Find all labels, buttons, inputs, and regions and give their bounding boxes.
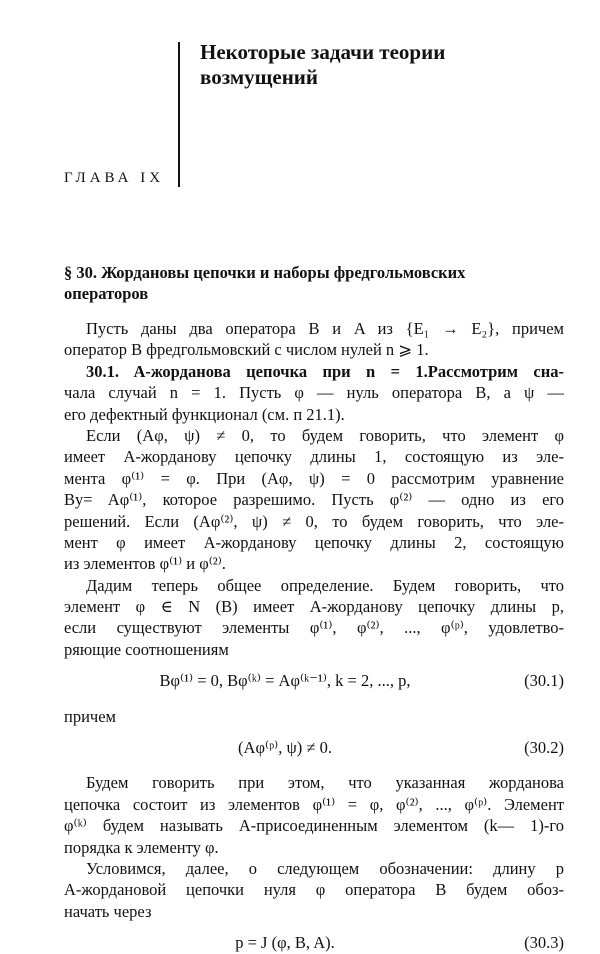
body-text	[64, 318, 564, 954]
paragraph-7	[64, 858, 564, 922]
equation-formula: Bφ⁽¹⁾ = 0, Bφ⁽ᵏ⁾ = Aφ⁽ᵏ⁻¹⁾, k = 2, ..., p,	[159, 671, 411, 691]
text-line: его дефектный функционал (см. п 21.1).	[64, 404, 345, 424]
chapter-label: ГЛАВА IX	[64, 170, 165, 186]
text-line: мента φ⁽¹⁾ = φ. При (Aφ, ψ) = 0 рассмотрим уравнение	[64, 468, 564, 488]
text-line: мент φ имеет A-жорданову цепочку длины 2, состоящую	[64, 532, 564, 552]
equation-formula: (Aφ⁽ᵖ⁾, ψ) ≠ 0.	[238, 738, 332, 758]
paragraph-1	[64, 318, 564, 361]
equation-30-2	[64, 737, 564, 758]
text-line: By= Aφ⁽¹⁾, которое разрешимо. Пусть φ⁽²⁾ — одно из его	[64, 490, 564, 510]
text-line: Если (Aφ, ψ) ≠ 0, то будем говорить, что элемент φ	[86, 425, 564, 445]
equation-formula: p = J (φ, B, A).	[235, 933, 335, 953]
subsection-line: 30.1. A-жорданова цепочка при n = 1.Рассмотрим сна-	[86, 361, 564, 381]
text-line: цепочка состоит из элементов φ⁽¹⁾ = φ, φ⁽²⁾, ..., φ⁽ᵖ⁾. Элемент	[64, 794, 564, 814]
text-line: Условимся, далее, о следующем обозначении: длину p	[86, 858, 564, 878]
text-line: чала случай n = 1. Пусть φ — нуль оператора B, а ψ —	[64, 383, 564, 403]
chapter-title	[200, 40, 540, 90]
chapter-divider-line	[178, 42, 180, 187]
text-line: φ⁽ᵏ⁾ будем называть A-присоединенным элементом (k— 1)-го	[64, 816, 564, 836]
text-line: Пусть даны два оператора B и A из {E₁ → E₂}, причем	[86, 319, 564, 338]
text-line: если существуют элементы φ⁽¹⁾, φ⁽²⁾, ..., φ⁽ᵖ⁾, удовлетво-	[64, 618, 564, 638]
paragraph-2	[64, 361, 564, 425]
text-line: имеет A-жорданову цепочку длины 1, состоящую из эле-	[64, 447, 564, 467]
section-heading	[64, 262, 564, 304]
text-line: Будем говорить при этом, что указанная жорданова	[86, 773, 564, 793]
text-line: элемент φ ∈ N (B) имеет A-жорданову цепочку длины p,	[64, 597, 564, 617]
text-line: Дадим теперь общее определение. Будем говорить, что	[86, 575, 564, 595]
text-line: начать через	[64, 901, 152, 921]
paragraph-6	[64, 772, 564, 858]
equation-30-1	[64, 670, 564, 691]
text-line: оператор B фредгольмовский с числом нулей n ⩾ 1.	[64, 340, 429, 360]
section-heading-line: операторов	[64, 284, 149, 303]
paragraph-4	[64, 575, 564, 661]
chapter-title-line: Некоторые задачи теории	[200, 40, 446, 64]
equation-number: (30.2)	[524, 738, 564, 758]
text-line: из элементов φ⁽¹⁾ и φ⁽²⁾.	[64, 554, 226, 574]
text-line: решений. Если (Aφ⁽²⁾, ψ) ≠ 0, то будем говорить, что эле-	[64, 511, 564, 531]
text-line: порядка к элементу φ.	[64, 837, 219, 857]
equation-number: (30.1)	[524, 671, 564, 691]
section-heading-line: § 30. Жордановы цепочки и наборы фредгольмовских	[64, 263, 466, 282]
text-line: причем	[64, 706, 116, 726]
text-line: ряющие соотношениям	[64, 639, 229, 659]
paragraph-3	[64, 425, 564, 575]
equation-30-3	[64, 932, 564, 953]
chapter-title-line: возмущений	[200, 65, 318, 89]
text-line: A-жордановой цепочки нуля φ оператора B будем обоз-	[64, 880, 564, 900]
equation-number: (30.3)	[524, 933, 564, 953]
